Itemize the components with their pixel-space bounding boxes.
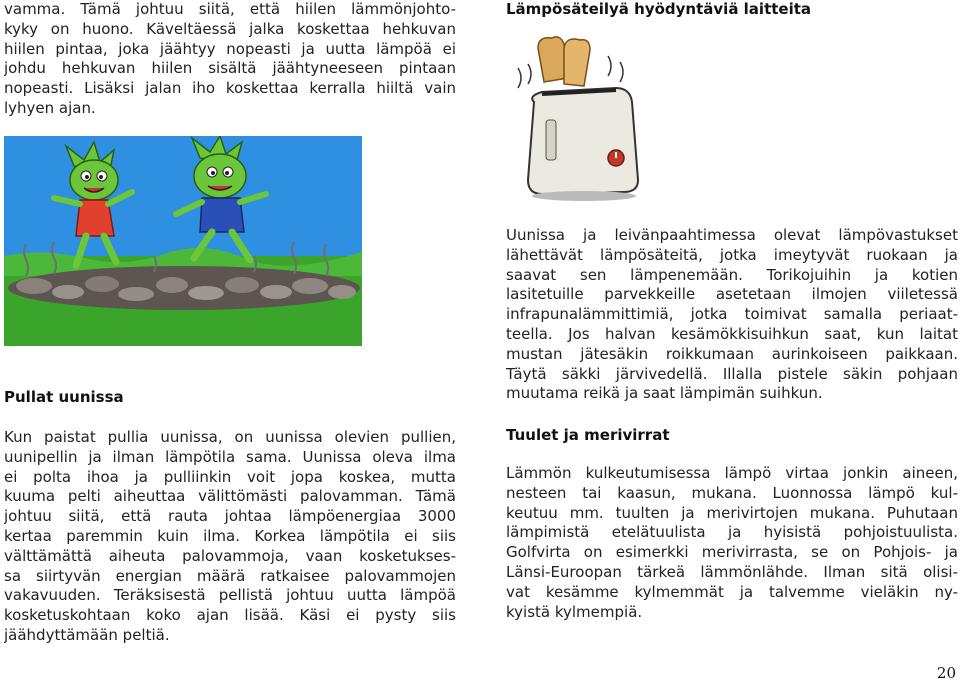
text-line: keutuu mm. tuulten ja merivirtojen mukana. Puhutaan (506, 503, 958, 522)
text-line: mustan jätesäkin roikkumaan aurinkoiseen paikkaan. (506, 344, 958, 363)
text-line: nopeasti. Lisäksi jalan iho koskettaa kerralla hiiltä vain (4, 79, 456, 98)
laitteet-paragraph (506, 226, 958, 404)
text-line: johtuu siitä, että rauta johtaa lämpöenergiaa 3000 (4, 507, 456, 526)
text-line: kyistä kylmempiä. (506, 602, 643, 621)
text-line: nesteen tai kaasun, mukana. Luonnossa lämpö kul- (506, 483, 958, 502)
text-line: lähettävät lämpösäteitä, jotka imeytyvät ruokaan ja (506, 245, 958, 264)
text-line: Lämmön kulkeutumisessa lämpö virtaa jonkin aineen, (506, 464, 958, 482)
text-line: infrapunalämmittimiä, jotka toimivat samalla periaat- (506, 305, 958, 324)
hot-coals (8, 266, 360, 310)
toaster-body (528, 88, 638, 194)
tuulet-paragraph (506, 464, 958, 622)
text-line: sa siirtyvän energian määrä ratkaisee palovammojen (4, 566, 456, 585)
text-line: teella. Jos halvan kesämökkisuihkun saat, kun laitat (506, 324, 958, 343)
text-line: saavat sen lämpenemään. Torikojuihin ja kotien (506, 265, 958, 284)
text-line: johdu hehkuvan hiilen sisältä jäähtyneeseen pintaan (4, 59, 456, 78)
text-line: muutama reikä ja saat lämpimän suihkun. (506, 384, 823, 403)
text-line: uunipellin ja ilman lämpötila sama. Uunissa oleva ilma (4, 447, 456, 466)
text-line: kuuma pelti aiheuttaa välittömästi palovamman. Tämä (4, 487, 456, 506)
fire-walking-creatures-illustration (4, 136, 362, 346)
text-line: Länsi-Euroopan tärkeä lämmönlähde. Ilman sitä olisi- (506, 562, 958, 581)
section-heading-pullat: Pullat uunissa (4, 388, 124, 406)
coal-walking-paragraph (4, 0, 456, 119)
text-line: lasitetuille parvekkeille asetetaan ilmojen viiletessä (506, 285, 958, 304)
section-heading-tuulet: Tuulet ja merivirrat (506, 426, 670, 444)
text-line: kertaa paremmin kuin ilma. Korkea lämpötila ei siis (4, 526, 456, 545)
text-line: lyhyen ajan. (4, 98, 96, 117)
page-number: 20 (936, 664, 956, 682)
text-line: välttämättä aiheuta palovammoja, vaan kosketukses- (4, 546, 456, 565)
section-heading-laitteet: Lämpösäteilyä hyödyntäviä laitteita (506, 0, 812, 18)
text-line: kosketuskohtaan koko ajan lisää. Käsi ei pysty siis (4, 606, 456, 625)
text-line: vamma. Tämä johtuu siitä, että hiilen lämmönjohto- (4, 0, 456, 18)
text-line: vakavuuden. Teräksisestä pellistä johtuu uutta lämpöä (4, 586, 456, 605)
text-line: Uunissa ja leivänpaahtimessa olevat lämpövastukset (506, 226, 958, 244)
toaster-with-toast-icon (498, 30, 658, 205)
toast-slices (538, 37, 590, 86)
text-line: hiilen pintaa, joka jäähtyy nopeasti ja uutta lämpöä ei (4, 39, 456, 58)
pullat-paragraph (4, 428, 456, 646)
text-line: Täytä säkki järvivedellä. Illalla pistele säkin pohjaan (506, 364, 958, 383)
text-line: ei polta ihoa ja pulliinkin voit jopa koskea, mutta (4, 467, 456, 486)
text-line: lämpimistä etelätuulista ja hyisistä pohjoistuulista. (506, 523, 958, 542)
text-line: vat kesämme kylmemmät ja talvemme vieläkin ny- (506, 582, 958, 601)
text-line: Kun paistat pullia uunissa, on uunissa olevien pullien, (4, 428, 456, 446)
text-line: kyky on huono. Käveltäessä jalka koskettaa hehkuvan (4, 19, 456, 38)
text-line: jäähdyttämään peltiä. (4, 625, 170, 644)
text-line: Golfvirta on esimerkki merivirrasta, se on Pohjois- ja (506, 543, 958, 562)
